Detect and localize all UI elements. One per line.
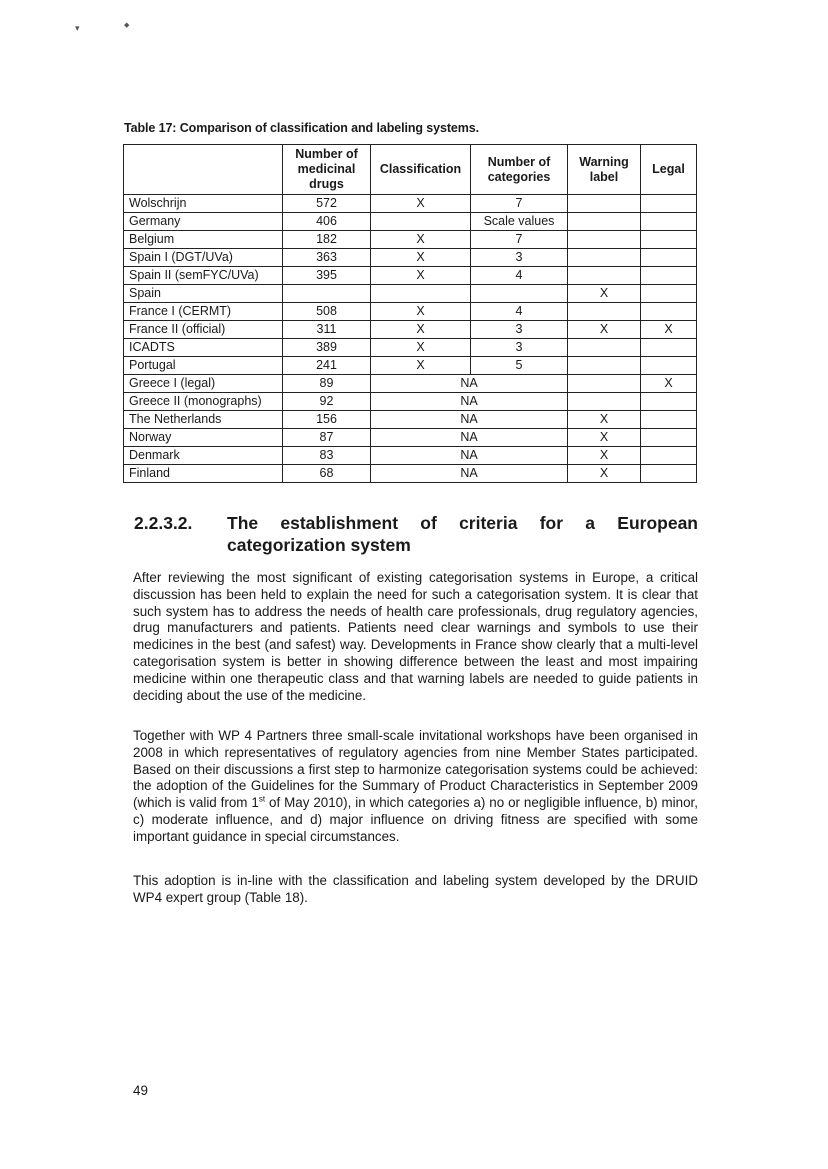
table-row [124,267,697,285]
drugs-cell: 92 [283,393,371,411]
categories-cell: 5 [471,357,568,375]
system-name-cell: Norway [124,429,283,447]
drugs-cell: 363 [283,249,371,267]
drugs-cell: 89 [283,375,371,393]
paragraph-text: Together with WP 4 Partners three small-scale invitational workshops have been organised in 2008 in which representatives of regulatory agencies from nine Member States participated. Based on their discussions a first step to harmonize categorisation systems could be achieved: the adoption of the Guidelines for the Summary of Product Characteristics in September 2009 (which is valid from 1 [133,728,698,811]
system-name-cell: The Netherlands [124,411,283,429]
table-row [124,249,697,267]
table-row [124,447,697,465]
categories-cell: 3 [471,339,568,357]
system-name-cell: Wolschrijn [124,195,283,213]
drugs-cell: 87 [283,429,371,447]
section-number: 2.2.3.2. [134,513,193,533]
drugs-cell: 311 [283,321,371,339]
legal-cell [641,195,697,213]
paragraph-text: of May 2010), in which categories a) no or negligible influence, b) minor, c) moderate influence, and d) major influence on driving fitness are specified with some important guidance in special circumstances. [133,795,698,844]
legal-cell [641,393,697,411]
categories-cell: 4 [471,267,568,285]
categories-cell: 3 [471,321,568,339]
system-name-cell: Spain II (semFYC/UVa) [124,267,283,285]
header-cell: Number of categories [471,145,568,195]
categories-cell: 7 [471,195,568,213]
legal-cell [641,339,697,357]
drugs-cell: 68 [283,465,371,483]
system-name-cell: Portugal [124,357,283,375]
classification-cell: X [371,321,471,339]
table-row [124,213,697,231]
classification-categories-cell: NA [371,447,568,465]
table-row [124,411,697,429]
table-row [124,339,697,357]
warning-label-cell [568,339,641,357]
warning-label-cell: X [568,429,641,447]
drugs-cell: 241 [283,357,371,375]
warning-label-cell: X [568,447,641,465]
warning-label-cell [568,267,641,285]
drugs-cell: 508 [283,303,371,321]
categories-cell [471,285,568,303]
legal-cell [641,249,697,267]
classification-cell: X [371,249,471,267]
table-row [124,393,697,411]
drugs-cell: 156 [283,411,371,429]
system-name-cell: Greece II (monographs) [124,393,283,411]
legal-cell [641,231,697,249]
table-row [124,231,697,249]
warning-label-cell [568,195,641,213]
categories-cell: 3 [471,249,568,267]
warning-label-cell: X [568,321,641,339]
paragraph: After reviewing the most significant of existing categorisation systems in Europe, a critical discussion has been held to explain the need for such a categorisation system. It is clear that such system has to address the needs of health care professionals, drug regulatory agencies, drug manufacturers and patients. Patients need clear warnings and symbols to use their medicines in the best (and safest) way. Developments in France show clearly that a multi-level categorisation system is better in showing difference between the least and most impairing medicine within one therapeutic class and that warning labels are needed to guide patients in deciding about the use of the medicine. [133,570,698,703]
legal-cell [641,447,697,465]
page-number: 49 [133,1083,148,1098]
system-name-cell: Germany [124,213,283,231]
drugs-cell: 572 [283,195,371,213]
system-name-cell: ICADTS [124,339,283,357]
warning-label-cell: X [568,285,641,303]
drugs-cell: 395 [283,267,371,285]
section-title-line1: The establishment of criteria for a European [227,513,698,533]
ordinal-superscript: st [258,794,266,804]
table-row [124,321,697,339]
legal-cell: X [641,321,697,339]
drugs-cell [283,285,371,303]
legal-cell [641,429,697,447]
legal-cell: X [641,375,697,393]
system-name-cell: Greece I (legal) [124,375,283,393]
legal-cell [641,285,697,303]
table-row [124,375,697,393]
paragraph: This adoption is in-line with the classification and labeling system developed by the DRUID WP4 expert group (Table 18). [133,873,698,905]
legal-cell [641,465,697,483]
legal-cell [641,357,697,375]
warning-label-cell: X [568,411,641,429]
classification-cell: X [371,339,471,357]
table-row [124,303,697,321]
categories-cell: 4 [471,303,568,321]
drugs-cell: 182 [283,231,371,249]
table-caption: Table 17: Comparison of classification and labeling systems. [124,121,479,135]
warning-label-cell [568,393,641,411]
table-header-row [124,145,697,195]
classification-cell: X [371,195,471,213]
legal-cell [641,267,697,285]
warning-label-cell [568,375,641,393]
classification-categories-cell: NA [371,465,568,483]
warning-label-cell [568,249,641,267]
drugs-cell: 406 [283,213,371,231]
scan-speck: ▾ [75,23,80,33]
classification-cell: X [371,357,471,375]
categories-cell: 7 [471,231,568,249]
system-name-cell: France II (official) [124,321,283,339]
classification-categories-cell: NA [371,411,568,429]
system-name-cell: Belgium [124,231,283,249]
header-cell: Legal [641,145,697,195]
section-title-line2: categorization system [227,535,411,555]
classification-categories-cell: NA [371,375,568,393]
drugs-cell: 83 [283,447,371,465]
legal-cell [641,213,697,231]
header-cell: Classification [371,145,471,195]
drugs-cell: 389 [283,339,371,357]
table-row [124,195,697,213]
comparison-table [123,144,697,483]
system-name-cell: Denmark [124,447,283,465]
warning-label-cell [568,231,641,249]
classification-cell [371,285,471,303]
categories-cell: Scale values [471,213,568,231]
classification-categories-cell: NA [371,429,568,447]
system-name-cell: Finland [124,465,283,483]
legal-cell [641,303,697,321]
system-name-cell: Spain [124,285,283,303]
warning-label-cell [568,213,641,231]
header-cell: Number of medicinal drugs [283,145,371,195]
classification-cell [371,213,471,231]
classification-cell: X [371,267,471,285]
warning-label-cell: X [568,465,641,483]
classification-cell: X [371,303,471,321]
system-name-cell: Spain I (DGT/UVa) [124,249,283,267]
table-row [124,285,697,303]
scan-speck: ◆ [124,22,130,29]
header-cell: Warning label [568,145,641,195]
table-row [124,465,697,483]
section-heading [134,512,698,556]
paragraph [133,728,698,846]
legal-cell [641,411,697,429]
table-row [124,357,697,375]
header-cell [124,145,283,195]
system-name-cell: France I (CERMT) [124,303,283,321]
classification-categories-cell: NA [371,393,568,411]
table-row [124,429,697,447]
classification-cell: X [371,231,471,249]
warning-label-cell [568,357,641,375]
warning-label-cell [568,303,641,321]
